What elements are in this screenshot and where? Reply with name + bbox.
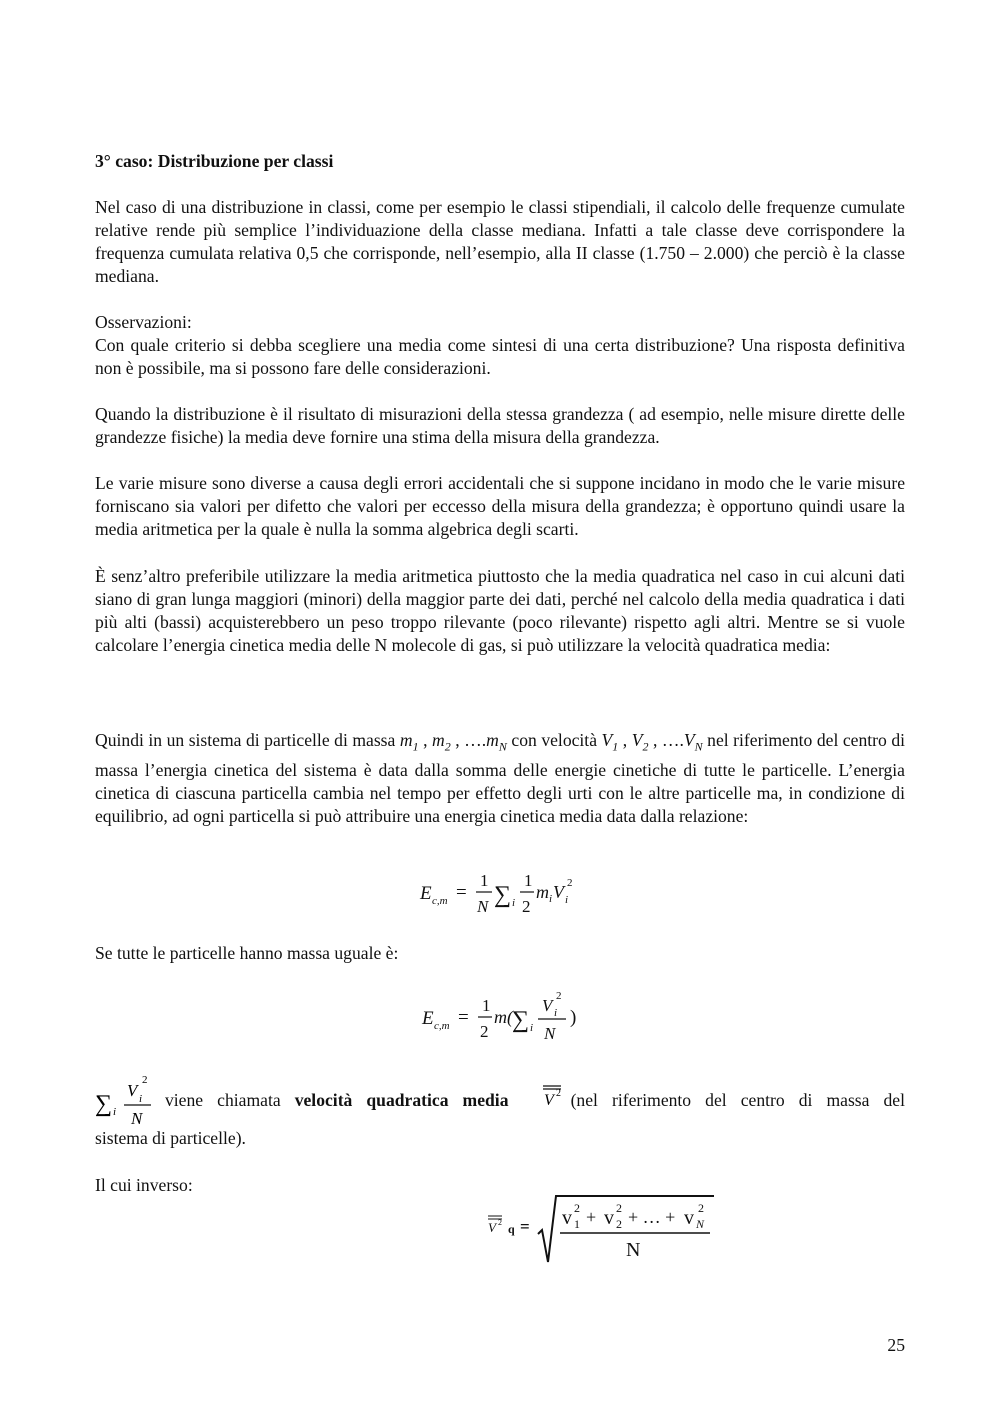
eq1-equals: =: [456, 882, 467, 903]
observations-block: [95, 311, 905, 380]
velocity-1: $V_1$: [601, 730, 619, 754]
eq1-sum-sub: i: [512, 897, 516, 909]
eq3-term3-sub: N: [696, 1217, 705, 1231]
eq1-mass: m: [536, 882, 549, 902]
paragraph-preference: È senz’altro preferibile utilizzare la media aritmetica piuttosto che la media quadratica nel caso in cui alcuni dati siano di gran lunga maggiori (minori) della maggior parte dei dati, perché nel calcolo della media quadratica i dati più alti (bassi) acquisterebbero un peso troppo rilevante (poco rilevante) rispetto agli altri. Mentre se si vuole calcolare l’energia cinetica media delle N molecole di gas, si può utilizzare la velocità quadratica media:: [95, 566, 905, 655]
eq1-lhs: E: [420, 883, 432, 904]
eq2-mass: m(: [494, 1007, 513, 1027]
eq3-lhs-sup: 2: [498, 1218, 502, 1227]
eq1-mass-sub: i: [549, 893, 553, 905]
eq2-lhs-sub: c,m: [434, 1020, 450, 1032]
equation-kinetic-energy: [418, 866, 588, 924]
eq2-num1: 1: [482, 996, 491, 1015]
eq3-term1-sub: 1: [574, 1217, 580, 1231]
paragraph-errors: Le varie misure sono diverse a causa degli errori accidentali che si suppone incidano in modo che le varie misure forniscano sia valori per difetto che valori per eccesso della misura della grandezza; è opportuno quindi usare la media aritmetica per la quale è nulla la somma algebrica degli scarti.: [95, 473, 905, 539]
eq1-velocity-sub: i: [565, 894, 569, 906]
paragraph-equal-mass: Se tutte le particelle hanno massa uguale è:: [95, 943, 399, 963]
mass-1: $m_1$: [399, 730, 419, 754]
page-number: 25: [887, 1335, 905, 1355]
section-heading: 3° caso: Distribuzione per classi: [95, 151, 334, 171]
eq3-term1-sup: 2: [574, 1201, 580, 1215]
equation-equal-mass: [420, 988, 590, 1050]
eq3-plus2: + … +: [628, 1207, 676, 1227]
inline-num-sup: 2: [142, 1074, 148, 1086]
eq2-num: V: [542, 996, 553, 1015]
eq3-term1: v: [562, 1207, 572, 1229]
rms-definition-continuation: sistema di particelle).: [95, 1128, 246, 1148]
rms-velocity-term: velocità quadratica media: [294, 1090, 509, 1110]
paragraph-criteria: Con quale criterio si debba scegliere una media come sintesi di una certa distribuzione? Una risposta definitiva non è possibile, ma si possono fare delle considerazioni.: [95, 335, 905, 378]
eq3-equals: =: [520, 1217, 530, 1236]
eq1-den2: 2: [522, 897, 531, 916]
rms-symbol: [523, 1088, 571, 1108]
velocity-2: $V_2$: [631, 730, 649, 754]
inline-sum-sub: i: [113, 1106, 117, 1118]
paragraph-inverse: Il cui inverso:: [95, 1175, 193, 1195]
eq3-term3-sup: 2: [698, 1201, 704, 1215]
eq3-term3: v: [684, 1207, 694, 1229]
eq2-sigma: ∑: [512, 1007, 530, 1033]
mass-n: $m_N$: [486, 730, 507, 754]
eq3-lhs-sub: q: [508, 1222, 515, 1236]
eq3-term2-sup: 2: [616, 1201, 622, 1215]
eq3-term2: v: [604, 1207, 614, 1229]
mass-2: $m_2$: [432, 730, 451, 754]
eq1-den1: N: [477, 897, 489, 916]
eq2-den: N: [544, 1024, 556, 1043]
paragraph-particles: Quindi in un sistema di particelle di massa $m_1$ , $m_2$ , $\dots.m_N$ con velocità $V_1$ , $V_2$ , $\dots.V_N$ nel riferimento del centro di massa l’energia cinetica del sistema è data dalla somma delle energie cinetiche di tutte le particelle. L’energia cinetica di ciascuna particella cambia nel tempo per effetto degli urti con le altre particelle ma, in condizione di equilibrio, ad ogni particella si può attribuire una energia cinetica media data dalla relazione:: [95, 730, 906, 826]
svg-text:2: 2: [555, 1088, 561, 1099]
rms-definition-line: viene chiamata velocità quadratica media V 2 (nel riferimento del centro di massa del: [165, 1088, 905, 1110]
inline-num: V: [127, 1081, 138, 1100]
eq1-velocity-sup: 2: [567, 877, 573, 889]
eq2-sum-sub: i: [530, 1022, 534, 1034]
inline-den: N: [131, 1109, 143, 1128]
eq3-plus1: +: [586, 1207, 597, 1227]
eq2-lhs: E: [422, 1008, 434, 1029]
eq1-num1: 1: [480, 871, 489, 890]
paragraph-classes: Nel caso di una distribuzione in classi, come per esempio le classi stipendiali, il calcolo delle frequenze cumulate relative rende più semplice l’individuazione della classe mediana. Infatti a tale classe deve corrispondere la frequenza cumulata relativa 0,5 che corrisponde, nell’esempio, alla II classe (1.750 – 2.000) che perciò è la classe mediana.: [95, 197, 905, 286]
equation-root-mean-square: [486, 1190, 718, 1264]
eq2-den1: 2: [480, 1022, 489, 1041]
eq3-term2-sub: 2: [616, 1217, 622, 1231]
velocity-n: $V_N$: [683, 730, 703, 754]
eq1-lhs-sub: c,m: [432, 895, 448, 907]
inline-sigma: ∑: [95, 1091, 113, 1117]
eq2-num-sub: i: [554, 1007, 558, 1019]
eq1-num2: 1: [524, 871, 533, 890]
eq1-sigma: ∑: [494, 882, 512, 908]
paragraph-measurements: Quando la distribuzione è il risultato di misurazioni della stessa grandezza ( ad esempio, nelle misure dirette delle grandezze fisiche) la media deve fornire una stima della misura della grandezza.: [95, 404, 905, 447]
inline-sum-formula: [95, 1072, 157, 1134]
observations-label: Osservazioni:: [95, 312, 192, 332]
eq2-close: ): [570, 1007, 577, 1028]
eq1-velocity: V: [553, 882, 564, 902]
eq3-den: N: [626, 1239, 641, 1261]
eq2-num-sup: 2: [556, 990, 562, 1002]
svg-text:V: V: [543, 1092, 554, 1108]
eq3-lhs: V: [488, 1220, 496, 1235]
inline-num-sub: i: [139, 1093, 143, 1105]
eq2-equals: =: [458, 1007, 469, 1028]
